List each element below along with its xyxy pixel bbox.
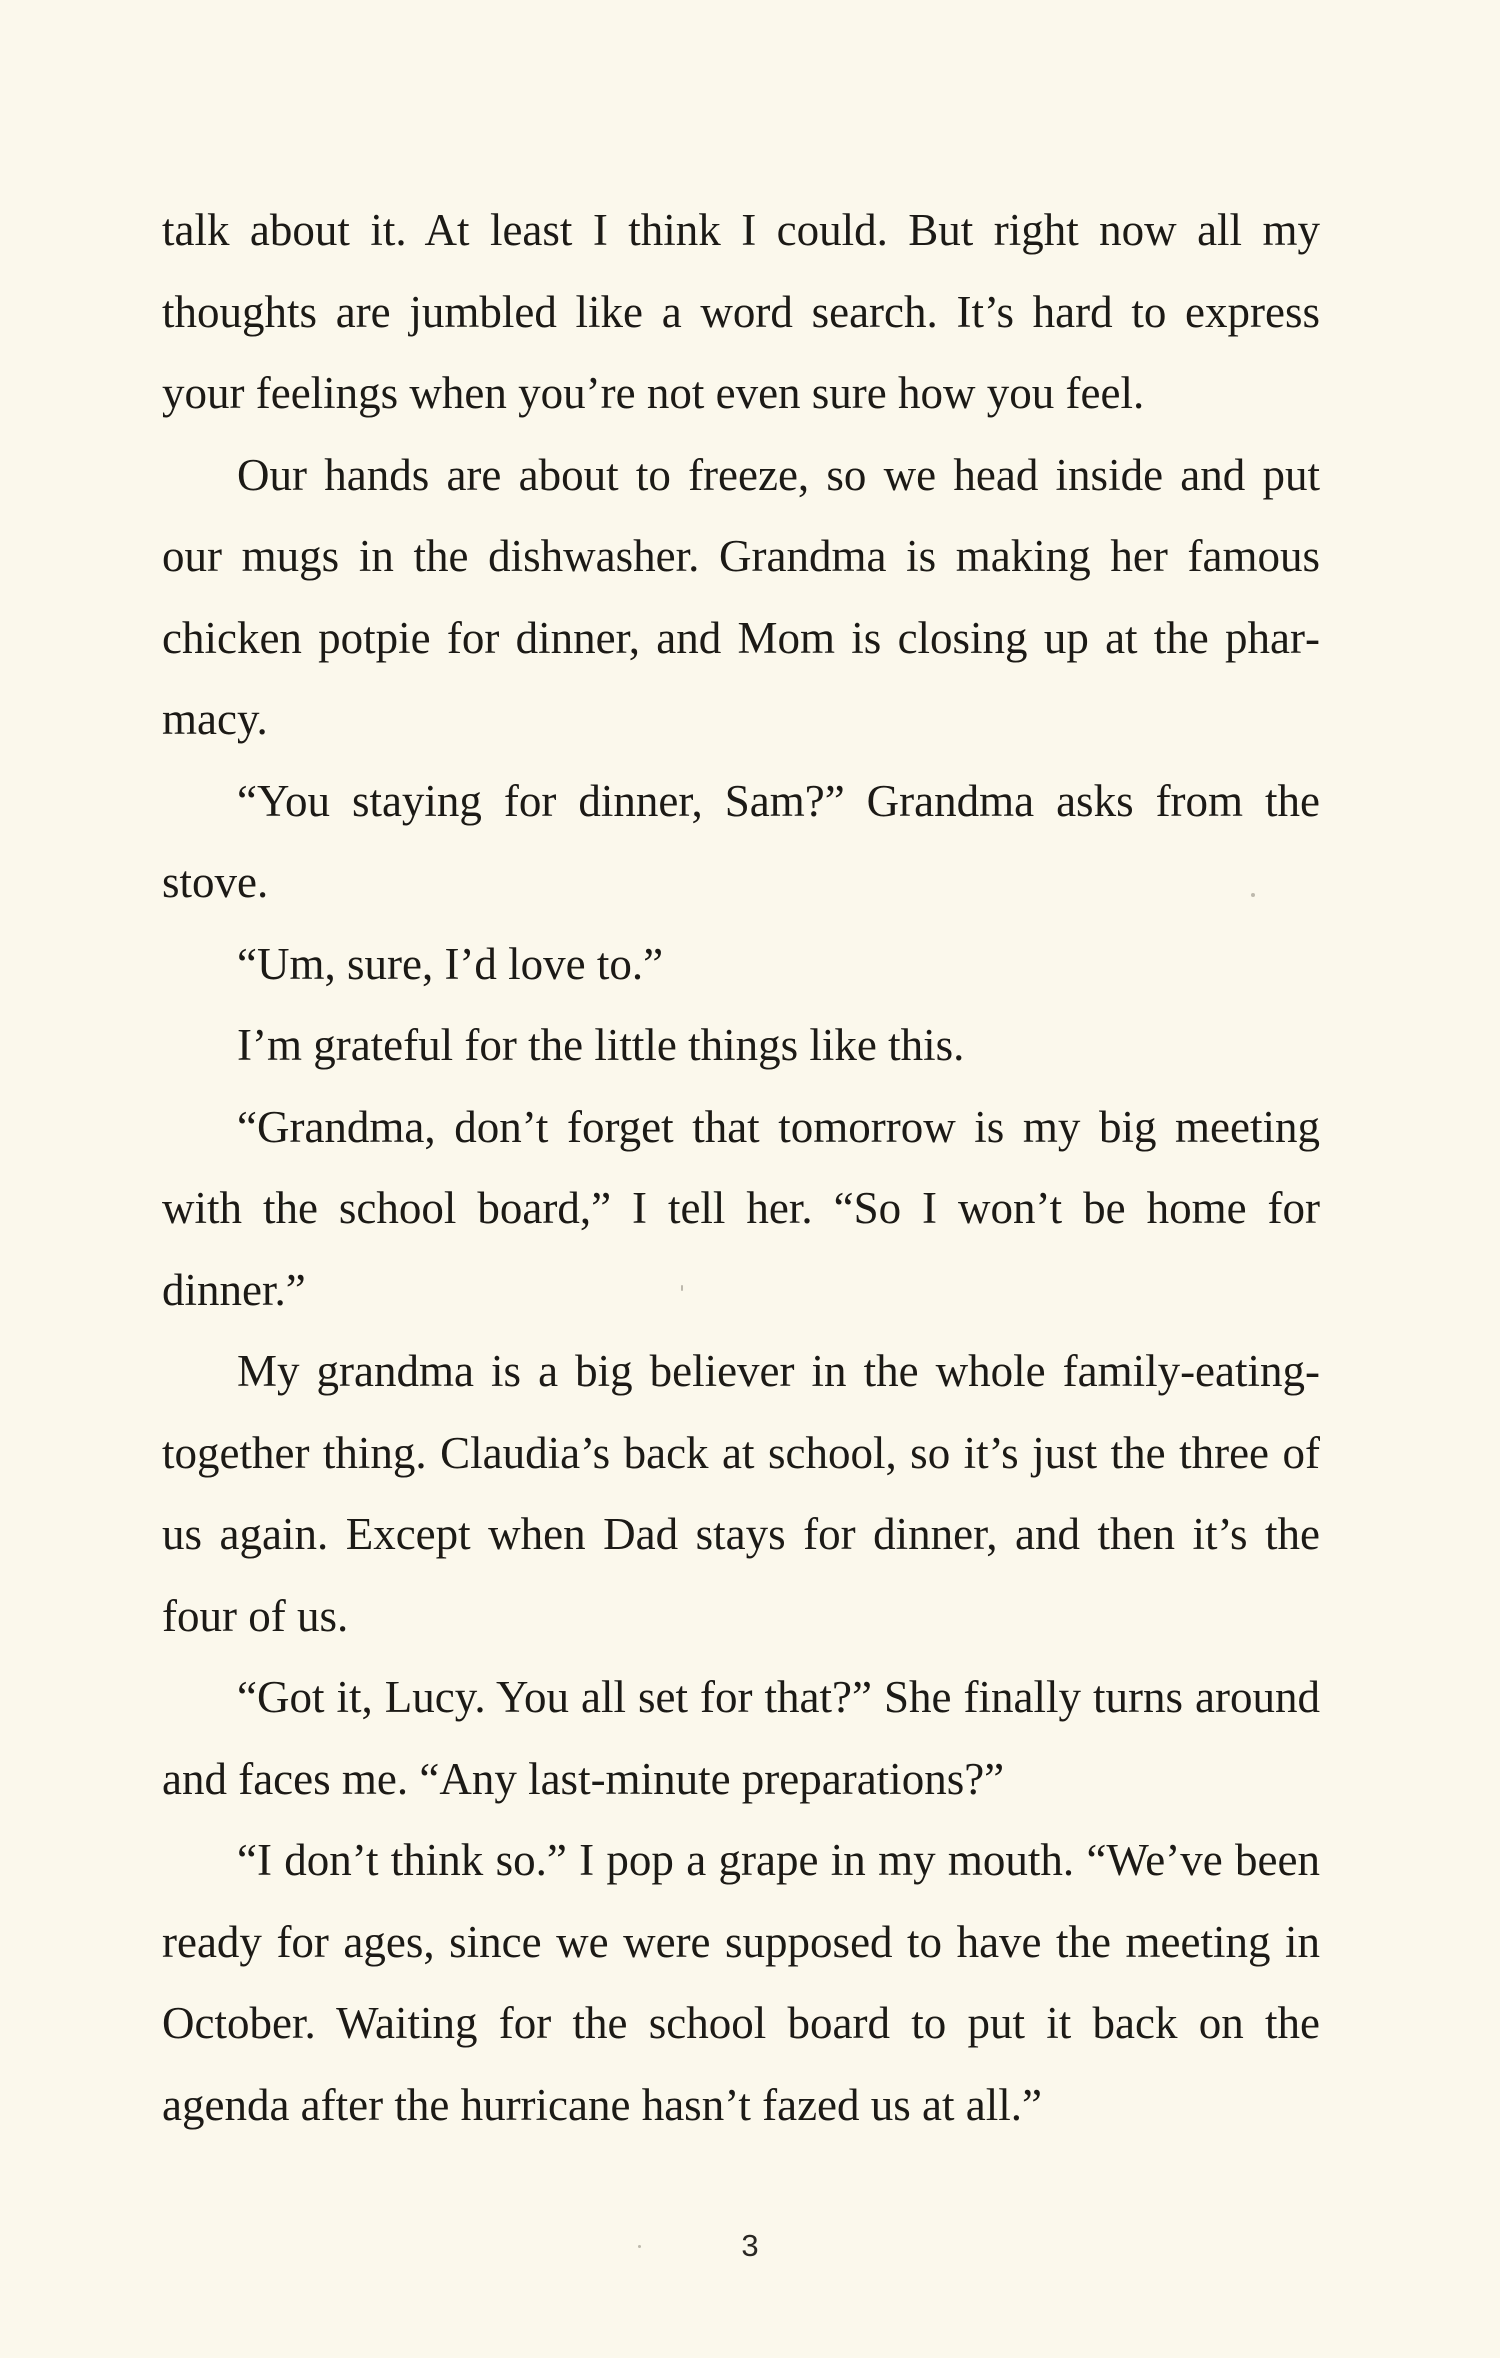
body-text — [162, 190, 1320, 2146]
paragraph: My grandma is a big believer in the whole family-eating-together thing. Claudia’s back at school, so it’s just the three of us again. Except when Dad stays for dinner, and then it’s the four of us. — [162, 1346, 1320, 1641]
paragraph: Our hands are about to freeze, so we head inside and put our mugs in the dishwasher. Grandma is making her famous chicken potpie for dinner, and Mom is closing up at the pharmacy. — [162, 449, 1320, 744]
paper-speck — [681, 1285, 683, 1291]
paragraph: talk about it. At least I think I could. But right now all my thoughts are jumbled like a word search. It’s hard to express your feelings when you’re not even sure how you feel. — [162, 205, 1320, 418]
paper-speck — [1251, 893, 1255, 897]
paragraph: “You staying for dinner, Sam?” Grandma asks from the stove. — [162, 775, 1320, 907]
paragraph: “I don’t think so.” I pop a grape in my mouth. “We’ve been ready for ages, since we were supposed to have the meeting in October. Waiting for the school board to put it back on the agenda after the hurricane hasn’t fazed us at all.” — [162, 1835, 1320, 2130]
paragraph: “Got it, Lucy. You all set for that?” She finally turns around and faces me. “Any last-minute preparations?” — [162, 1672, 1320, 1804]
paragraph: “Grandma, don’t forget that tomorrow is my big meeting with the school board,” I tell her. “So I won’t be home for dinner.” — [162, 1101, 1320, 1315]
paragraph: I’m grateful for the little things like this. — [237, 1020, 965, 1070]
paragraph: “Um, sure, I’d love to.” — [237, 938, 664, 989]
paper-speck — [638, 2245, 641, 2248]
page-number: 3 — [741, 2228, 759, 2263]
